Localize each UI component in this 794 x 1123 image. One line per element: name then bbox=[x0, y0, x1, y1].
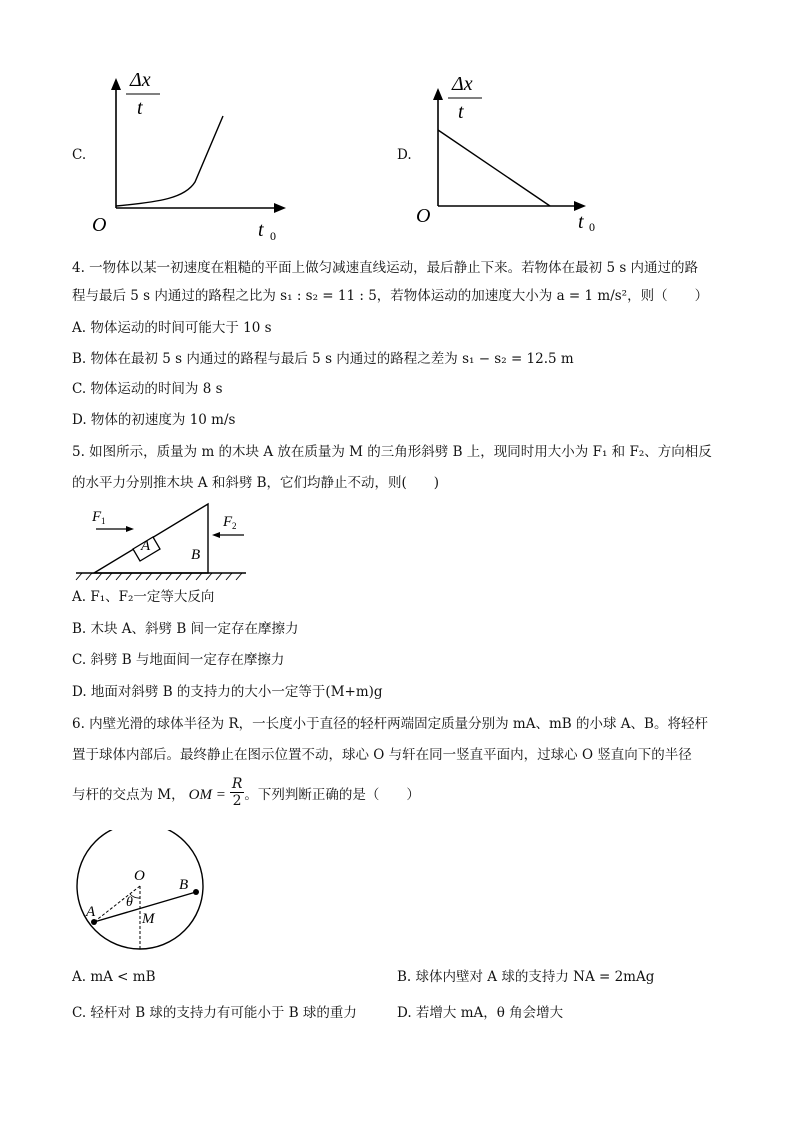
m-label: M bbox=[142, 911, 155, 927]
f2-label: F bbox=[223, 514, 233, 530]
q4-option-d: D. 物体的初速度为 10 m/s bbox=[72, 412, 236, 428]
x-axis-arrow bbox=[274, 203, 286, 213]
graph-d bbox=[400, 70, 620, 240]
graph-c bbox=[80, 60, 300, 240]
option-c-label: C. bbox=[72, 147, 87, 163]
fraction-denominator: 2 bbox=[232, 793, 242, 809]
b-label: B bbox=[191, 547, 201, 563]
q6-option-d: D. 若增大 mA，θ 角会增大 bbox=[397, 1005, 564, 1021]
x-axis-arrow bbox=[574, 201, 586, 211]
q4-option-a: A. 物体运动的时间可能大于 10 s bbox=[72, 320, 272, 336]
q6-stem-line2: 置于球体内部后。最终静止在图示位置不动，球心 O 与轩在同一竖直平面内，过球心 O 竖直向下的半径 bbox=[72, 747, 692, 763]
force-f1-head bbox=[126, 526, 134, 532]
q6-option-a: A. mA < mB bbox=[72, 969, 156, 985]
origin-label: O bbox=[416, 205, 431, 227]
theta-label: θ bbox=[126, 895, 133, 910]
ground-hatching bbox=[76, 573, 242, 580]
y-label-num: Δx bbox=[452, 73, 473, 95]
origin-label: O bbox=[92, 214, 107, 236]
a-label: A bbox=[141, 538, 151, 554]
y-axis-arrow bbox=[433, 88, 443, 100]
q4-option-c: C. 物体运动的时间为 8 s bbox=[72, 381, 223, 397]
q4-stem-line1: 4. 一物体以某一初速度在粗糙的平面上做匀减速直线运动，最后静止下来。若物体在最初 5 s 内通过的路 bbox=[72, 260, 699, 276]
y-label-num: Δx bbox=[130, 69, 151, 91]
q5-option-d: D. 地面对斜劈 B 的支持力的大小一定等于(M+m)g bbox=[72, 684, 383, 700]
force-f2-head bbox=[212, 532, 220, 538]
q4-option-b: B. 物体在最初 5 s 内通过的路程与最后 5 s 内通过的路程之差为 s₁ − s₂ = 12.5 m bbox=[72, 351, 574, 367]
x-label-sub: 0 bbox=[270, 229, 276, 240]
q5-stem-line1: 5. 如图所示，质量为 m 的木块 A 放在质量为 M 的三角形斜劈 B 上，现同时用大小为 F₁ 和 F₂、方向相反 bbox=[72, 444, 712, 460]
q6-stem-line1: 6. 内壁光滑的球体半径为 R，一长度小于直径的轻杆两端固定质量分别为 mA、mB 的小球 A、B。将轻杆 bbox=[72, 716, 708, 732]
f2-sub: 2 bbox=[232, 521, 237, 531]
q6-option-b: B. 球体内壁对 A 球的支持力 NA = 2mAg bbox=[397, 969, 655, 985]
q5-option-c: C. 斜劈 B 与地面间一定存在摩擦力 bbox=[72, 652, 285, 668]
x-label-sub: 0 bbox=[589, 220, 595, 234]
y-axis-arrow bbox=[111, 78, 121, 90]
q5-figure bbox=[72, 500, 257, 582]
x-label: t bbox=[578, 211, 584, 233]
q5-stem-line2: 的水平力分别推木块 A 和斜劈 B，它们均静止不动，则( ) bbox=[72, 475, 440, 491]
q5-option-b: B. 木块 A、斜劈 B 间一定存在摩擦力 bbox=[72, 621, 299, 637]
o-label: O bbox=[134, 868, 145, 884]
q6-stem-line3 bbox=[72, 776, 420, 809]
graph-line bbox=[438, 130, 550, 206]
ball-b bbox=[193, 889, 199, 895]
graph-curve bbox=[116, 116, 223, 206]
fraction bbox=[230, 776, 245, 809]
q5-option-a: A. F₁、F₂一定等大反向 bbox=[72, 589, 215, 605]
q4-stem-line2: 程与最后 5 s 内通过的路程之比为 s₁ : s₂ = 11 : 5，若物体运动的加速度大小为 a = 1 m/s²，则（ ） bbox=[72, 288, 709, 304]
f1-sub: 1 bbox=[101, 516, 106, 526]
x-label: t bbox=[258, 219, 264, 240]
q6-figure bbox=[72, 830, 222, 950]
q6-option-c: C. 轻杆对 B 球的支持力有可能小于 B 球的重力 bbox=[72, 1005, 357, 1021]
a-label: A bbox=[86, 904, 96, 920]
om-formula: OM = bbox=[188, 786, 226, 803]
y-label-den: t bbox=[137, 97, 143, 119]
y-label-den: t bbox=[458, 101, 464, 123]
f1-label: F bbox=[92, 509, 102, 525]
option-d-label: D. bbox=[397, 147, 412, 163]
fraction-numerator: R bbox=[231, 776, 243, 792]
q6-line3-suffix: 。下列判断正确的是（ ） bbox=[244, 786, 420, 803]
oa-radius bbox=[94, 886, 140, 922]
q6-line3-prefix: 与杆的交点为 M， bbox=[72, 786, 185, 803]
b-label: B bbox=[179, 877, 189, 893]
